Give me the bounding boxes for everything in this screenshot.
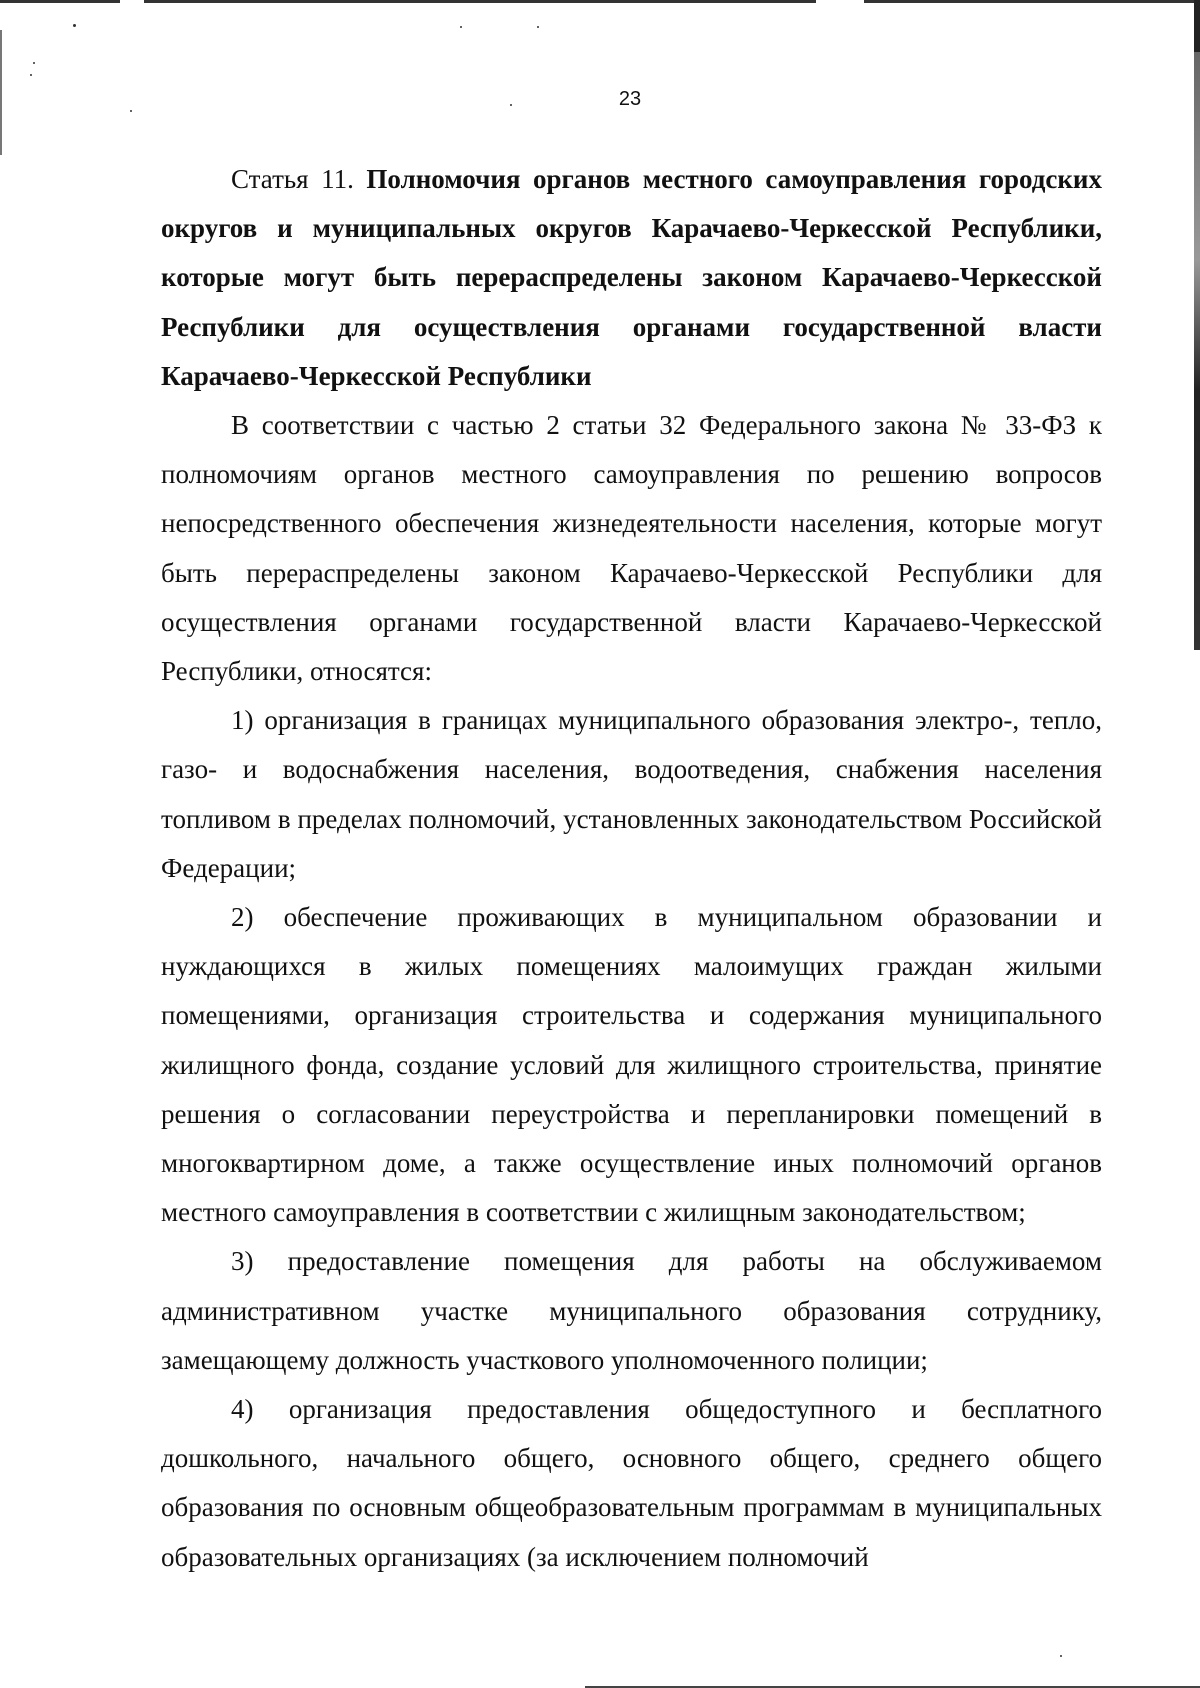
article-title: Полномочия органов местного самоуправления городских округов и муниципальных округов Карачаево-Черкесской Республики, которые могут быть перераспределены законом Карачаево-Черкесской Республики для осуществления органами государственной власти Карачаево-Черкесской Республики (161, 164, 1102, 391)
paragraph-intro: В соответствии с частью 2 статьи 32 Федерального закона № 33-ФЗ к полномочиям органов местного самоуправления по решению вопросов непосредственного обеспечения жизнедеятельности населения, которые могут быть перераспределены законом Карачаево-Черкесской Республики для осуществления органами государственной власти Карачаево-Черкесской Республики, относятся: (161, 410, 1102, 687)
article-heading (161, 155, 1102, 401)
scan-speck (537, 26, 539, 28)
scan-speck (30, 74, 32, 76)
page-number: 23 (618, 88, 642, 110)
article-label: Статья 11. (231, 164, 354, 194)
list-item-2: 2) обеспечение проживающих в муниципальном образовании и нуждающихся в жилых помещениях малоимущих граждан жилыми помещениями, организация строительства и содержания муниципального жилищного фонда, создание условий для жилищного строительства, принятие решения о согласовании переустройства и перепланировки помещений в многоквартирном доме, а также осуществление иных полномочий органов местного самоуправления в соответствии с жилищным законодательством; (161, 902, 1102, 1228)
scan-speck (460, 26, 462, 28)
scan-speck (1060, 1655, 1062, 1657)
list-item-1: 1) организация в границах муниципального образования электро-, тепло, газо- и водоснабжения населения, водоотведения, снабжения населения топливом в пределах полномочий, установленных законодательством Российской Федерации; (161, 705, 1102, 883)
scan-speck (33, 62, 35, 64)
document-body (161, 155, 1102, 1582)
list-item-3: 3) предоставление помещения для работы на обслуживаемом административном участке муниципального образования сотруднику, замещающему должность участкового уполномоченного полиции; (161, 1246, 1102, 1375)
list-item-4: 4) организация предоставления общедоступного и бесплатного дошкольного, начального общего, основного общего, среднего общего образования по основным общеобразовательным программам в муниципальных образовательных организациях (за исключением полномочий (161, 1394, 1102, 1572)
scan-top-edge (0, 0, 1200, 3)
scan-speck (73, 24, 76, 27)
